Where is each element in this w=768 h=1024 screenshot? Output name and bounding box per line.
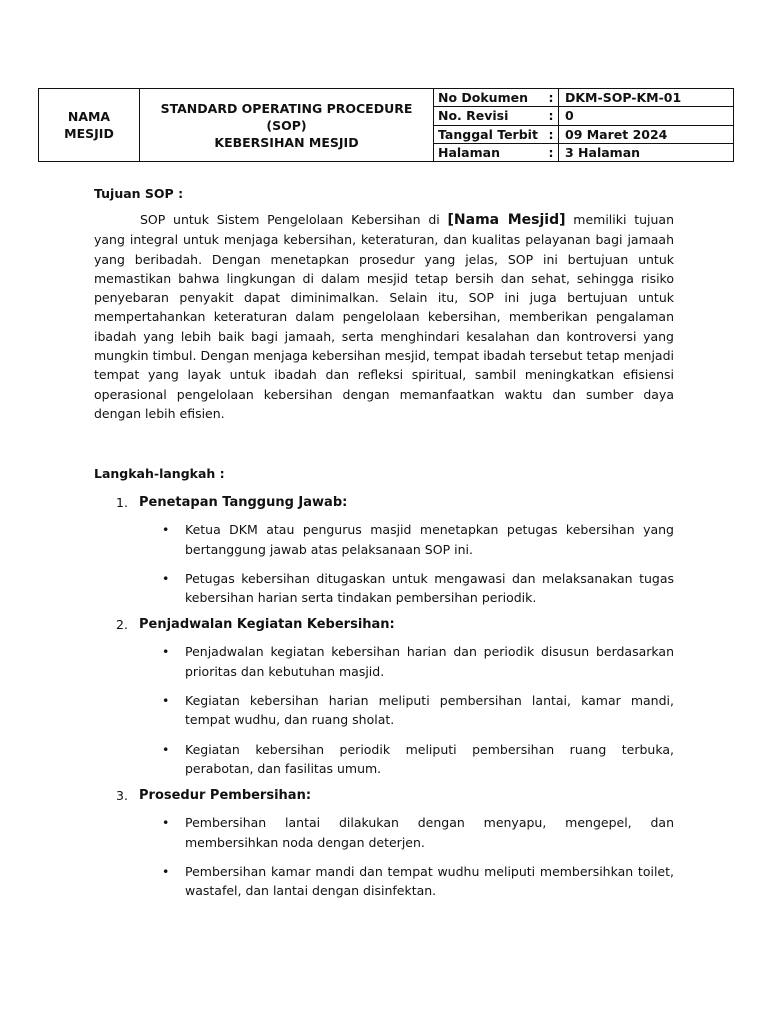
sub-list-item [139,691,674,730]
purpose-paragraph [94,210,674,423]
meta-colon: : [544,126,559,143]
sub-list-item [139,862,674,901]
document-meta-cell [434,89,733,161]
bullet-icon: • [162,863,170,879]
bullet-icon: • [162,815,170,831]
sub-item-text: Kegiatan kebersihan harian meliputi pembersihan lantai, kamar mandi, tempat wudhu, dan ruang sholat. [185,693,674,728]
sub-list-item [139,813,674,852]
meta-colon: : [544,144,559,161]
purpose-text-rest: memiliki tujuan yang integral untuk menjaga kebersihan, keteraturan, dan kualitas pelayanan bagi jamaah yang beribadah. Dengan menetapkan prosedur yang jelas, SOP ini bertujuan untuk memastikan bahwa lingkungan di dalam mesjid tetap bersih dan sehat, sehingga risiko penyebaran penyakit dapat diminimalkan. Selain itu, SOP ini juga bertujuan untuk mempertahankan keteraturan dalam pengelolaan kebersihan, memberikan pengalaman ibadah yang lebih baik bagi jamaah, serta menghindari kesalahan dan kontroversi yang mungkin timbul. Dengan menjaga kebersihan mesjid, tempat ibadah tersebut tetap menjadi tempat yang layak untuk ibadah dan refleksi spiritual, sambil meningkatkan efisiensi operasional pengelolaan kebersihan dengan memanfaatkan waktu dan sumber daya dengan lebih efisien. [94,212,675,421]
step-title: Prosedur Pembersihan: [139,788,312,804]
step-title: Penetapan Tanggung Jawab: [139,495,348,511]
sop-title-cell [140,89,434,161]
step-title: Penjadwalan Kegiatan Kebersihan: [139,617,395,633]
sub-list-item [139,740,674,779]
sub-list-item [139,520,674,559]
steps-list [94,495,674,900]
step-number: 3. [116,788,128,804]
meta-row-issue-date [434,126,733,144]
step-item [94,788,674,900]
sop-title-line-3: KEBERSIHAN MESJID [214,134,359,150]
sub-list-item [139,642,674,681]
step-number: 2. [116,617,128,633]
meta-colon: : [544,107,559,124]
bullet-icon: • [162,522,170,538]
meta-row-document-number [434,89,733,107]
mosque-name-cell [39,89,140,161]
sub-item-text: Pembersihan kamar mandi dan tempat wudhu meliputi membersihkan toilet, wastafel, dan lantai dengan disinfektan. [185,863,674,899]
meta-row-pages [434,144,733,161]
sop-header-table [38,88,734,162]
meta-label: Tanggal Terbit [438,126,538,142]
step-item [94,617,674,778]
purpose-text-start: SOP untuk Sistem Pengelolaan Kebersihan di [140,212,448,227]
meta-value: DKM-SOP-KM-01 [565,90,682,106]
sub-item-text: Pembersihan lantai dilakukan dengan menyapu, mengepel, dan membersihkan noda dengan deterjen. [185,815,674,850]
document-body [94,186,674,910]
bullet-icon: • [162,693,170,709]
mosque-name-line-2: MESJID [64,126,114,141]
bullet-icon: • [162,644,170,660]
sop-title-line-2: (SOP) [266,117,307,133]
sub-list-item [139,569,674,608]
steps-heading: Langkah-langkah : [94,466,225,482]
meta-value: 09 Maret 2024 [565,126,668,142]
step-item [94,495,674,607]
meta-colon: : [544,89,559,106]
sub-item-text: Kegiatan kebersihan periodik meliputi pembersihan ruang terbuka, perabotan, dan fasilitas umum. [185,741,674,776]
sub-item-text: Petugas kebersihan ditugaskan untuk mengawasi dan melaksanakan tugas kebersihan harian serta tindakan pembersihan periodik. [185,570,674,606]
meta-label: No Dokumen [438,90,528,106]
bullet-icon: • [162,741,170,757]
meta-label: No. Revisi [438,108,509,124]
step-sub-list [139,642,674,778]
sub-item-text: Ketua DKM atau pengurus masjid menetapkan petugas kebersihan yang bertanggung jawab atas pelaksanaan SOP ini. [185,522,674,557]
mosque-name-placeholder: [Nama Mesjid] [447,212,566,228]
meta-value: 3 Halaman [565,144,641,160]
sub-item-text: Penjadwalan kegiatan kebersihan harian dan periodik disusun berdasarkan prioritas dan kebutuhan masjid. [185,644,674,679]
meta-row-revision [434,107,733,125]
mosque-name-line-1: NAMA [67,109,111,124]
meta-label: Halaman [438,144,500,160]
step-sub-list [139,520,674,607]
purpose-heading: Tujuan SOP : [94,186,184,201]
step-sub-list [139,813,674,900]
bullet-icon: • [162,570,170,586]
meta-value: 0 [565,108,574,124]
step-number: 1. [116,495,128,511]
sop-title-line-1: STANDARD OPERATING PROCEDURE [160,100,413,116]
